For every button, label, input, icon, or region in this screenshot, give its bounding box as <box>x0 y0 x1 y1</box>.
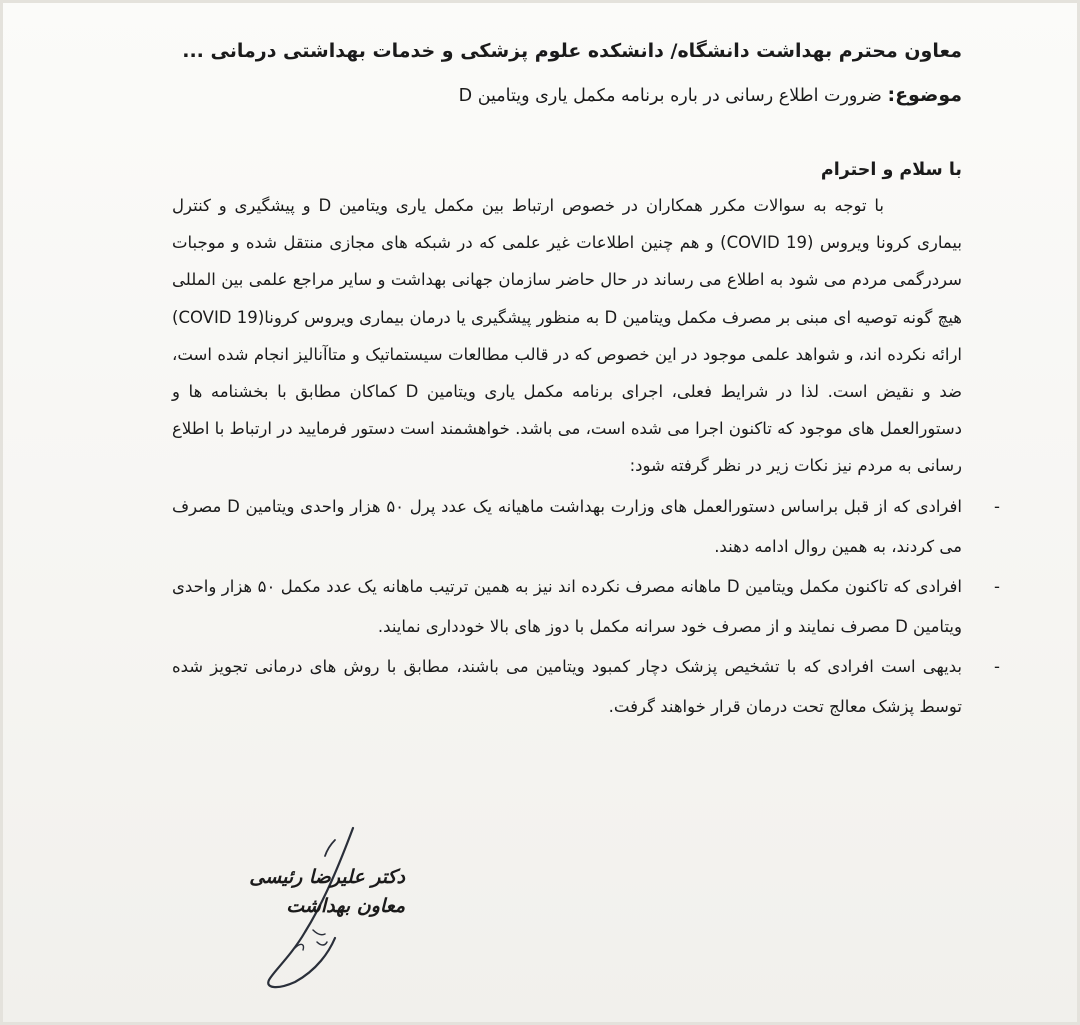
signatory-name: دکتر علیرضا رئیسی <box>249 866 405 888</box>
greeting-line: با سلام و احترام <box>820 160 962 180</box>
signature-block <box>225 862 405 920</box>
subject-text: ضرورت اطلاع رسانی در باره برنامه مکمل یاری ویتامین D <box>458 86 888 106</box>
bullet-item <box>172 567 1000 647</box>
bullet-dash: - <box>994 496 1000 516</box>
signatory-title: معاون بهداشت <box>286 895 405 917</box>
bullet-text: بدیهی است افرادی که با تشخیص پزشک دچار کمبود ویتامین می باشند، مطابق با روش های درمانی تجویز شده توسط پزشک معالج تحت درمان قرار خواهند گرفت. <box>172 656 962 716</box>
bullet-text: افرادی که از قبل براساس دستورالعمل های وزارت بهداشت ماهیانه یک عدد پرل ۵۰ هزار واحدی ویتامین D مصرف می کردند، به همین روال ادامه دهند. <box>172 496 962 556</box>
bullet-text: افرادی که تاکنون مکمل ویتامین D ماهانه مصرف نکرده اند نیز به همین ترتیب ماهانه یک عدد مکمل ۵۰ هزار واحدی ویتامین D مصرف نمایند و از مصرف خود سرانه مکمل با دوز های بالا خودداری نمایند. <box>172 576 962 636</box>
bullet-list <box>172 487 1000 727</box>
letter-body <box>172 36 1000 727</box>
addressee-line: معاون محترم بهداشت دانشگاه/ دانشکده علوم پزشکی و خدمات بهداشتی درمانی ... <box>182 40 962 62</box>
subject-line <box>172 80 962 111</box>
bullet-item <box>172 647 1000 727</box>
main-paragraph: با توجه به سوالات مکرر همکاران در خصوص ارتباط بین مکمل یاری ویتامین D و پیشگیری و کنترل بیماری کرونا ویروس (COVID 19) و هم چنین اطلاعات غیر علمی که در شبکه های مجازی منتقل شده و موجبات سردرگمی مردم می شود به اطلاع می رساند در حال حاضر سازمان جهانی بهداشت و سایر مراجع علمی بین المللی هیچ گونه توصیه ای مبنی بر مصرف مکمل ویتامین D به منظور پیشگیری یا درمان بیماری ویروس کرونا(COVID 19) ارائه نکرده اند، و شواهد علمی موجود در این خصوص که در قالب مطالعات سیستماتیک و متاآنالیز انجام شده است، ضد و نقیض است. لذا در شرایط فعلی، اجرای برنامه مکمل یاری ویتامین D کماکان مطابق با بخشنامه ها و دستورالعمل های موجود که تاکنون اجرا می شده است، می باشد. خواهشمند است دستور فرمایید در ارتباط با اطلاع رسانی به مردم نیز نکات زیر در نظر گرفته شود: <box>172 196 962 476</box>
bullet-dash: - <box>994 656 1000 676</box>
bullet-dash: - <box>994 576 1000 596</box>
subject-label: موضوع: <box>887 84 962 106</box>
bullet-item <box>172 487 1000 567</box>
